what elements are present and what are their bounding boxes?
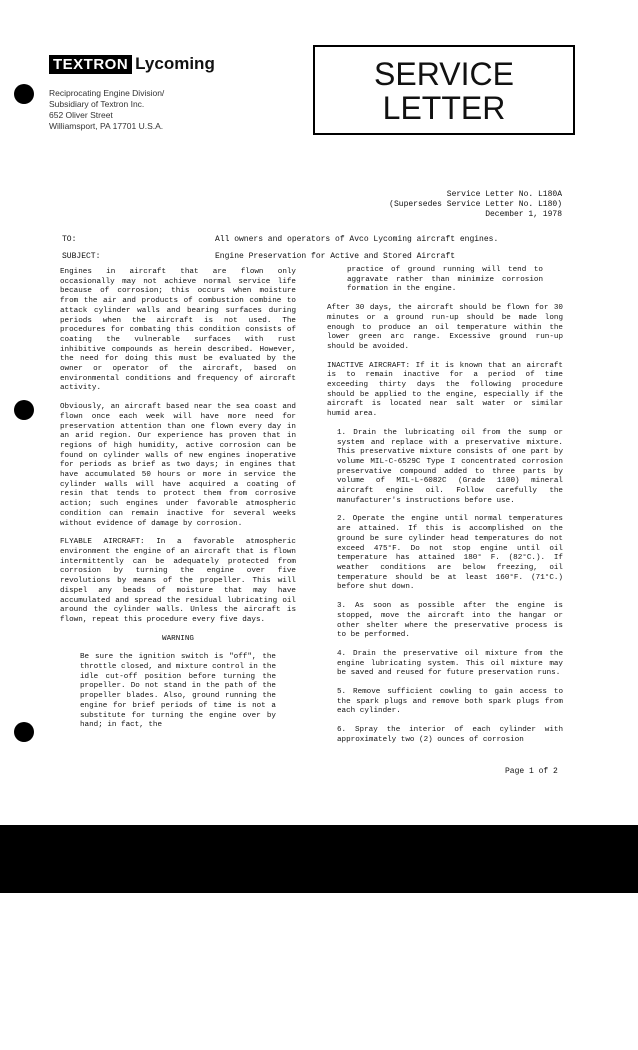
warning-continuation: practice of ground running will tend to aggravate rather than minimize corrosion formation in the engine.	[347, 266, 543, 294]
document-type-box	[313, 45, 575, 135]
letter-number: Service Letter No. L180A	[446, 190, 562, 199]
logo-mark: TEXTRON	[49, 55, 132, 74]
letter-references	[389, 190, 562, 220]
step-5: 5. Remove sufficient cowling to gain access to the spark plugs and remove both spark plugs from each cylinder.	[337, 688, 563, 716]
step-6: 6. Spray the interior of each cylinder with approximately two (2) ounces of corrosion	[337, 726, 563, 744]
scan-black-band	[0, 825, 638, 893]
binder-hole-top	[14, 84, 34, 104]
address-line: Williamsport, PA 17701 U.S.A.	[49, 121, 164, 131]
inactive-aircraft-paragraph: INACTIVE AIRCRAFT: If it is known that an aircraft is to remain inactive for a period of time exceeding thirty days the following procedure should be applied to the engine, especially if the aircraft is located near salt water or similar humid area.	[327, 361, 563, 419]
warning-text: Be sure the ignition switch is "off", the throttle closed, and mixture control in the idle cut-off position before turning the propeller. Do not stand in the path of the propeller blades. Also, ground running the engine for brief periods of time is not a substitute for turning the engine over by hand; in fact, the	[80, 653, 276, 730]
address-line: Reciprocating Engine Division/	[49, 88, 165, 98]
doc-type-line2: LETTER	[382, 90, 506, 126]
right-column	[327, 266, 563, 755]
page-number: Page 1 of 2	[505, 767, 558, 776]
step-2: 2. Operate the engine until normal temperatures are attained. If this is accomplished on the ground be sure cylinder head temperatures do not exceed 475°F. Do not stop engine until oil temperature has attained 180° F. (82°C.). If weather conditions are below freezing, oil temperature should be at least 160°F. (71°C.) before shut down.	[337, 515, 563, 592]
thirty-day-paragraph: After 30 days, the aircraft should be flown for 30 minutes or a ground run-up should be made long enough to produce an oil temperature within the lower green arc range. Excessive ground run-up should be avoided.	[327, 304, 563, 351]
subject-label: SUBJECT:	[62, 252, 101, 261]
warning-title: WARNING	[162, 634, 194, 643]
binder-hole-middle	[14, 400, 34, 420]
logo-name: Lycoming	[135, 54, 215, 73]
to-label: TO:	[62, 235, 77, 244]
flyable-aircraft-paragraph: FLYABLE AIRCRAFT: In a favorable atmospheric environment the engine of an aircraft that is flown intermittently can be adequately protected from corrosion by turning the engine over five revolutions by means of the propeller. This will dispel any beads of moisture that may have accumulated and spread the residual lubricating oil around the cylinder walls. Unless the aircraft is flown, repeat this procedure every five days.	[60, 538, 296, 624]
subject-value: Engine Preservation for Active and Stored Aircraft	[215, 252, 456, 261]
to-value: All owners and operators of Avco Lycoming aircraft engines.	[215, 235, 499, 244]
address-line: 652 Oliver Street	[49, 110, 113, 120]
doc-type-line1: SERVICE	[374, 56, 514, 92]
intro-paragraph: Engines in aircraft that are flown only occasionally may not achieve normal service life because of corrosion; this occurs when moisture from the air and products of combustion combine to attack cylinder walls and bearing surfaces during periods when the aircraft is not used. The procedures for combating this condition consists of coating the vulnerable surfaces with rust inhibitive compounds as herein described. However, the need for doing this must be evaluated by the owner or operator of the aircraft, based on environmental conditions and frequency of aircraft activity.	[60, 268, 296, 393]
company-address	[49, 88, 164, 132]
address-line: Subsidiary of Textron Inc.	[49, 99, 145, 109]
letter-date: December 1, 1978	[485, 210, 562, 219]
step-3: 3. As soon as possible after the engine is stopped, move the aircraft into the hangar or other shelter where the preservative process is to be performed.	[337, 602, 563, 640]
humidity-paragraph: Obviously, an aircraft based near the sea coast and flown once each week will have more need for preservation attention than one flown every day in an arid region. Our experience has proven that in regions of high humidity, active corrosion can be found on cylinder walls of new engines inoperative for periods as brief as two days; in engines that have accumulated 50 hours or more in service the cylinder walls will have acquired a coating of resin that tends to protect them from corrosive action; such engines under favorable atmospheric condition can remain inactive for several weeks without evidence of damage by corrosion.	[60, 403, 296, 528]
step-4: 4. Drain the preservative oil mixture from the engine lubricating system. This oil mixture may be saved and reused for future preservation runs.	[337, 649, 563, 678]
step-1: 1. Drain the lubricating oil from the sump or system and replace with a preservative mixture. This preservative mixture consists of one part by volume MIL-C-6529C Type I concentrated corrosion preservative compound added to three parts by volume of MIL-L-6082C (Grade 1100) mineral aircraft engine oil. Follow carefully the manufacturer's instructions before use.	[337, 428, 563, 505]
supersedes-note: (Supersedes Service Letter No. L180)	[389, 200, 562, 209]
left-column	[60, 268, 296, 740]
binder-hole-bottom	[14, 722, 34, 742]
company-logo	[49, 54, 215, 74]
